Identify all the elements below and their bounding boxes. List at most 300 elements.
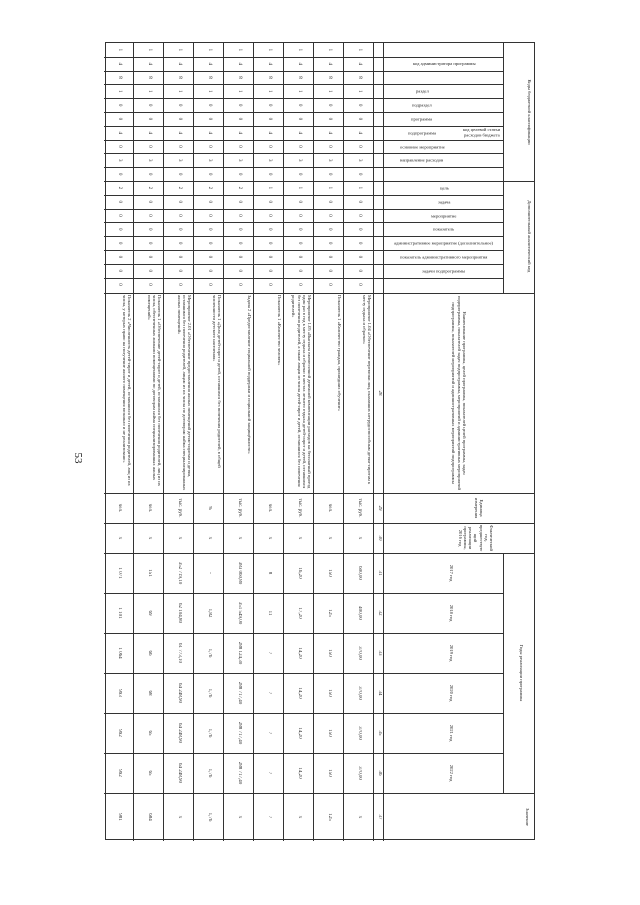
- row-base: х: [267, 536, 272, 540]
- code-digit: 0: [297, 255, 302, 259]
- row-year-value: 992: [117, 729, 122, 737]
- row-year-value: 992: [117, 769, 122, 777]
- code-digit: 0: [357, 269, 362, 272]
- year-header: 2017 год: [449, 564, 454, 582]
- code-digit: 0: [267, 200, 272, 203]
- grid-line: [104, 293, 534, 294]
- row-name: Показатель 2 «Численность детей-сирот и детей, оставшихся без попечения родителей, лиц из их числа, у которых право на получение жилого помещения возникло и не реализовано»: [121, 295, 132, 486]
- row-name: Мероприятие 1.04 «Обеспечение перевозки лиц, оказавших нетрудоспособным детям-сиротам к месту отдыха и обратно»: [361, 295, 372, 485]
- code-digit: 0: [267, 241, 272, 245]
- code-digit: 3: [357, 159, 362, 162]
- row-year-value: 1,82: [207, 608, 212, 618]
- code-digit: 0: [297, 145, 302, 148]
- code-digit: 0: [177, 172, 182, 176]
- code-digit: 3: [207, 159, 212, 162]
- code-digit: 0: [147, 241, 152, 245]
- column-number: 29: [377, 505, 382, 511]
- code-digit: 0: [207, 228, 212, 231]
- row-year-value: 370,00: [357, 726, 362, 740]
- year-header: 2020 год: [449, 684, 454, 702]
- row-year-value: 370,00: [357, 646, 362, 660]
- code-digit: 0: [147, 283, 152, 286]
- row-base: х: [207, 536, 212, 540]
- code-digit: 0: [207, 103, 212, 107]
- code-digit: 0: [177, 283, 182, 286]
- row-year-value: 125: [327, 609, 332, 617]
- code-digit: 0: [357, 241, 362, 245]
- year-header: 2022 год: [449, 764, 454, 782]
- code-digit: 1: [297, 186, 302, 190]
- code-digit: 0: [147, 200, 152, 203]
- row-year-value: 150: [327, 569, 332, 577]
- row-unit: тыс. руб.: [237, 498, 242, 518]
- row-year-value: 64 248,90: [177, 723, 182, 743]
- grid-line: [104, 278, 504, 279]
- row-year-value: 288 717,40: [237, 721, 242, 745]
- code-digit: 0: [357, 145, 362, 148]
- code-digit: 0: [207, 255, 212, 259]
- column-number: 28: [377, 390, 382, 396]
- row-year-value: 370,00: [357, 766, 362, 780]
- code-digit: 1: [327, 48, 332, 52]
- code-digit: 1: [237, 90, 242, 93]
- row-base: х: [147, 536, 152, 540]
- code-digit: 0: [177, 214, 182, 217]
- code-digit: 4: [267, 131, 272, 134]
- row-final: 7: [267, 815, 272, 819]
- row-year-value: 1,76: [207, 768, 212, 778]
- row-year-value: 383 060,80: [237, 561, 242, 585]
- code-digit: 2: [147, 186, 152, 190]
- grid-line: [504, 181, 534, 182]
- code-digit: 8: [207, 76, 212, 79]
- row-year-value: 14,20: [297, 727, 302, 739]
- code-digit: 8: [297, 76, 302, 79]
- code-digit: 4: [147, 131, 152, 134]
- code-digit: 8: [237, 76, 242, 79]
- column-number: 35: [377, 730, 382, 736]
- code-digit: 1: [147, 90, 152, 93]
- row-final: х: [237, 815, 242, 819]
- code-digit: 0: [357, 117, 362, 121]
- row-year-value: 1,76: [207, 688, 212, 698]
- row-year-value: 66: [147, 650, 152, 656]
- year-header: 2021 год: [449, 724, 454, 742]
- code-digit: 0: [147, 117, 152, 121]
- row-year-value: 1 101: [117, 607, 122, 619]
- year-header: 2018 год: [449, 604, 454, 622]
- column-number: 34: [377, 690, 382, 696]
- code-digit: 0: [297, 283, 302, 286]
- code-digit: 1: [207, 90, 212, 93]
- row-year-value: 1 064: [117, 647, 122, 659]
- code-digit: 0: [147, 145, 152, 148]
- code-digit: 1: [267, 90, 272, 93]
- row-name: Мероприятие 1.05 «Выплата ежемесячной денежной компенсации расходов на бесплатный проезд один раз в год к месту отдыха и обратно в местах летнего отдыха детей-сирот и детей, оставшихся без попечения родителей, а также лицам из числа детей-сирот и детей, оставшихся без попечения родителей»: [291, 295, 312, 489]
- analytic-title: Дополнительный аналитический код: [527, 200, 532, 273]
- code-digit: 0: [297, 103, 302, 107]
- column-number: 33: [377, 650, 382, 656]
- code-digit: 0: [327, 145, 332, 148]
- code-digit: 0: [117, 241, 122, 245]
- code-digit: 1: [327, 90, 332, 93]
- code-digit: 0: [117, 117, 122, 121]
- code-digit: 0: [357, 200, 362, 203]
- code-digit: 0: [357, 172, 362, 176]
- row-year-value: 151: [147, 569, 152, 577]
- code-digit: 8: [267, 76, 272, 79]
- code-digit: 0: [177, 103, 182, 107]
- row-year-value: 64 248,90: [177, 683, 182, 703]
- code-digit: 0: [237, 214, 242, 217]
- row-name: Показатель 1 «Обеспечение детей-сирот и детей, оставшихся без попечения родителей, лиц из их числа, обеспеченных жилыми помещениями по договорам найма специализированных жилых помещений»: [146, 295, 162, 486]
- grid-line: [383, 43, 384, 841]
- code-digit: 0: [177, 241, 182, 245]
- grid-line: [193, 43, 194, 841]
- code-digit: 4: [357, 62, 362, 65]
- sub-col-header: основное мероприятие: [399, 143, 445, 149]
- years-title: Годы реализации программы: [519, 644, 524, 702]
- code-digit: 0: [297, 214, 302, 217]
- sub-col-header: подпрограмма: [407, 130, 437, 136]
- row-unit: чел.: [147, 503, 152, 513]
- row-year-value: 400,00: [357, 606, 362, 620]
- row-year-value: 351 549,00: [237, 601, 242, 625]
- row-year-value: 8: [267, 571, 272, 575]
- column-number: 32: [377, 610, 382, 616]
- code-digit: 0: [297, 241, 302, 245]
- code-digit: 8: [147, 76, 152, 79]
- code-digit: 1: [327, 186, 332, 190]
- code-digit: 0: [327, 255, 332, 259]
- row-base: х: [117, 536, 122, 540]
- row-name: Мероприятие 2.01 «Обеспечение предоставления жилых помещений детям-сиротам и детям, оставшимся без попечения родителей, лицам из их числа по договорам найма специализированных жилых помещений»: [176, 295, 192, 491]
- row-name: Показатель 1 «Доля детей-сирот и детей, оставшихся без попечения родителей, в общей численности детского населения»: [211, 295, 222, 468]
- grid-line: [283, 43, 284, 841]
- code-digit: 1: [207, 48, 212, 52]
- code-digit: 0: [117, 103, 122, 107]
- row-base: х: [357, 536, 362, 540]
- code-digit: 0: [177, 269, 182, 272]
- code-digit: 4: [327, 62, 332, 65]
- code-digit: 4: [237, 62, 242, 65]
- code-digit: 3: [267, 159, 272, 162]
- final-title: Значение: [525, 808, 530, 826]
- row-year-value: 150: [327, 769, 332, 777]
- row-final: 1,76: [207, 812, 212, 822]
- code-digit: 0: [117, 172, 122, 176]
- code-digit: 1: [357, 186, 362, 190]
- analytic-col-header: задача: [437, 199, 451, 205]
- analytic-col-header: мероприятие: [431, 212, 457, 218]
- grid-line: [223, 43, 224, 841]
- sub-col-header: раздел: [415, 88, 429, 94]
- code-digit: 0: [297, 172, 302, 176]
- code-digit: 3: [327, 159, 332, 162]
- code-digit: 2: [207, 186, 212, 190]
- code-digit: 0: [297, 117, 302, 121]
- code-digit: 4: [267, 62, 272, 65]
- code-digit: 2: [177, 186, 182, 190]
- grid-line: [503, 553, 504, 793]
- code-digit: 0: [357, 283, 362, 286]
- row-unit: тыс. руб.: [357, 498, 362, 518]
- code-digit: 1: [357, 48, 362, 52]
- code-digit: 4: [117, 62, 122, 65]
- grid-line: [104, 553, 534, 554]
- code-digit: 0: [147, 214, 152, 217]
- row-year-value: 69: [147, 610, 152, 616]
- code-digit: 4: [297, 62, 302, 65]
- code-digit: 0: [207, 269, 212, 272]
- column-number: 37: [377, 814, 382, 820]
- analytic-col-header: показатель: [433, 226, 455, 232]
- code-digit: 1: [147, 48, 152, 52]
- column-number: 31: [377, 570, 382, 576]
- code-digit: 2: [237, 186, 242, 190]
- row-unit: %: [207, 505, 212, 511]
- page-number: 53: [72, 452, 84, 464]
- code-digit: 1: [297, 90, 302, 93]
- row-year-value: 150: [327, 689, 332, 697]
- code-digit: 8: [327, 76, 332, 79]
- unit-title: Единица измерения: [473, 497, 484, 519]
- row-name: Показатель 1 «Количество человек»: [277, 295, 282, 366]
- code-digit: 4: [177, 62, 182, 65]
- row-year-value: 61 773,10: [177, 643, 182, 663]
- code-digit: 1: [267, 186, 272, 190]
- code-digit: 0: [297, 269, 302, 272]
- row-year-value: 150: [327, 649, 332, 657]
- code-digit: 0: [177, 200, 182, 203]
- code-digit: 1: [117, 48, 122, 52]
- code-digit: 4: [237, 131, 242, 134]
- code-digit: 0: [357, 214, 362, 217]
- code-digit: 0: [177, 145, 182, 148]
- target-article-title: код целевой статьи расходов бюджета: [463, 127, 501, 138]
- code-digit: 1: [117, 90, 122, 93]
- grid-line: [343, 43, 344, 841]
- row-base: х: [237, 536, 242, 540]
- row-final: х: [357, 815, 362, 819]
- code-digit: 0: [147, 255, 152, 259]
- row-unit: тыс. руб.: [177, 498, 182, 518]
- analytic-col-header: задачи подпрограммы: [422, 268, 466, 274]
- code-digit: 0: [207, 117, 212, 121]
- row-unit: тыс. руб.: [297, 498, 302, 518]
- code-digit: 0: [267, 214, 272, 217]
- row-year-value: 11: [267, 610, 272, 616]
- grid-line: [313, 43, 314, 841]
- code-digit: 0: [207, 214, 212, 217]
- code-digit: 0: [117, 283, 122, 286]
- code-digit: 0: [207, 200, 212, 203]
- base-year-title: Фактический год, предшествующий реализации программы, 2016 год: [457, 524, 494, 552]
- row-year-value: 288 124,30: [237, 641, 242, 665]
- code-digit: 0: [207, 241, 212, 245]
- code-digit: 0: [327, 200, 332, 203]
- row-year-value: 65: [147, 770, 152, 776]
- row-year-value: -: [207, 572, 212, 574]
- code-digit: 0: [117, 214, 122, 217]
- row-year-value: 150: [327, 729, 332, 737]
- code-digit: 1: [177, 90, 182, 93]
- code-digit: 8: [357, 76, 362, 79]
- code-digit: 1: [357, 90, 362, 93]
- column-number: 30: [377, 535, 382, 541]
- sub-col-header: подраздел: [412, 102, 432, 108]
- code-digit: 0: [237, 228, 242, 231]
- code-digit: 0: [327, 103, 332, 107]
- code-digit: 0: [237, 172, 242, 176]
- code-digit: 0: [237, 103, 242, 107]
- code-digit: 4: [207, 62, 212, 65]
- code-digit: 0: [237, 269, 242, 272]
- sub-col-header: направление расходов: [400, 157, 444, 163]
- row-year-value: 14,20: [297, 767, 302, 779]
- code-digit: 0: [117, 145, 122, 148]
- grid-line: [104, 167, 504, 168]
- code-digit: 4: [327, 131, 332, 134]
- row-name: Задача 2 «Предоставление социальной поддержки и социальной защищённости»: [247, 295, 252, 454]
- row-final: х: [177, 815, 182, 819]
- code-digit: 0: [117, 200, 122, 203]
- row-name: Показатель 1 «Количество граждан, прошедших обучение»: [337, 295, 342, 412]
- analytic-col-header: показатель административного мероприятия: [400, 254, 488, 260]
- grid-line: [503, 43, 504, 293]
- code-digit: 0: [207, 283, 212, 286]
- row-year-value: 600,00: [357, 566, 362, 580]
- grid-line: [253, 43, 254, 841]
- code-digit: 8: [117, 76, 122, 79]
- code-digit: 1: [267, 48, 272, 52]
- code-digit: 0: [147, 172, 152, 176]
- code-digit: 0: [117, 269, 122, 272]
- code-digit: 0: [267, 269, 272, 272]
- row-unit: чел.: [117, 503, 122, 513]
- budget-table: [105, 42, 535, 840]
- row-year-value: 7: [267, 651, 272, 655]
- code-digit: 0: [177, 255, 182, 259]
- sub-col-header: программа: [411, 116, 433, 122]
- code-digit: 3: [177, 159, 182, 162]
- row-year-value: 370,00: [357, 686, 362, 700]
- code-digit: 0: [297, 228, 302, 231]
- code-digit: 4: [207, 131, 212, 134]
- row-year-value: 7: [267, 691, 272, 695]
- analytic-col-header: цель: [439, 185, 449, 191]
- code-digit: 0: [267, 228, 272, 231]
- code-digit: 0: [237, 283, 242, 286]
- row-year-value: 16,20: [297, 567, 302, 579]
- row-year-value: 288 717,40: [237, 681, 242, 705]
- row-final: 981: [117, 813, 122, 821]
- code-digit: 0: [327, 214, 332, 217]
- code-digit: 2: [117, 186, 122, 190]
- code-digit: 0: [267, 255, 272, 259]
- code-digit: 0: [237, 200, 242, 203]
- code-digit: 0: [357, 228, 362, 231]
- code-digit: 0: [207, 145, 212, 148]
- column-number: 36: [377, 770, 382, 776]
- row-year-value: 68: [147, 690, 152, 696]
- row-year-value: 993: [117, 689, 122, 697]
- grid-line: [104, 793, 534, 794]
- code-digit: 3: [297, 159, 302, 162]
- row-unit: чел.: [267, 503, 272, 513]
- row-final: 684: [147, 813, 152, 821]
- grid-line: [163, 43, 164, 841]
- row-year-value: 17,20: [297, 607, 302, 619]
- code-digit: 4: [147, 62, 152, 65]
- code-digit: 0: [267, 145, 272, 148]
- code-digit: 0: [357, 103, 362, 107]
- row-final: х: [297, 815, 302, 819]
- code-digit: 0: [147, 228, 152, 231]
- row-year-value: 352 719,10: [177, 561, 182, 585]
- grid-line: [133, 43, 134, 841]
- analytic-col-header: административное мероприятие (дополнительное): [394, 240, 494, 246]
- code-digit: 4: [117, 131, 122, 134]
- row-base: х: [177, 536, 182, 540]
- code-digit: 0: [297, 200, 302, 203]
- row-base: х: [327, 536, 332, 540]
- code-digit: 0: [177, 228, 182, 231]
- code-digit: 4: [177, 131, 182, 134]
- program-code-title: код администратора программы: [412, 61, 476, 67]
- code-digit: 0: [327, 172, 332, 176]
- row-year-value: 14,20: [297, 687, 302, 699]
- row-year-value: 62 104,80: [177, 603, 182, 623]
- row-year-value: 7: [267, 731, 272, 735]
- code-digit: 8: [177, 76, 182, 79]
- code-digit: 0: [327, 228, 332, 231]
- row-year-value: 1,76: [207, 648, 212, 658]
- codes-title: Коды бюджетной классификации: [527, 79, 532, 145]
- code-digit: 0: [237, 255, 242, 259]
- budget-table-sheet: [105, 42, 535, 840]
- code-digit: 0: [207, 172, 212, 176]
- code-digit: 3: [117, 159, 122, 162]
- code-digit: 0: [177, 117, 182, 121]
- row-year-value: 1,76: [207, 728, 212, 738]
- code-digit: 0: [267, 172, 272, 176]
- code-digit: 0: [147, 269, 152, 272]
- code-digit: 0: [267, 283, 272, 286]
- code-digit: 1: [297, 48, 302, 52]
- row-final: 125: [327, 813, 332, 821]
- row-unit: чел.: [327, 503, 332, 513]
- code-digit: 4: [357, 131, 362, 134]
- code-digit: 1: [237, 48, 242, 52]
- code-digit: 0: [117, 255, 122, 259]
- year-header: 2019 год: [449, 644, 454, 662]
- row-year-value: 1 071: [117, 567, 122, 579]
- code-digit: 3: [237, 159, 242, 162]
- code-digit: 0: [327, 117, 332, 121]
- code-digit: 1: [177, 48, 182, 52]
- code-digit: 0: [147, 103, 152, 107]
- code-digit: 0: [357, 255, 362, 259]
- row-base: х: [297, 536, 302, 540]
- row-year-value: 65: [147, 730, 152, 736]
- code-digit: 3: [147, 159, 152, 162]
- code-digit: 0: [327, 269, 332, 272]
- code-digit: 0: [267, 117, 272, 121]
- code-digit: 0: [237, 241, 242, 245]
- code-digit: 0: [237, 117, 242, 121]
- code-digit: 0: [267, 103, 272, 107]
